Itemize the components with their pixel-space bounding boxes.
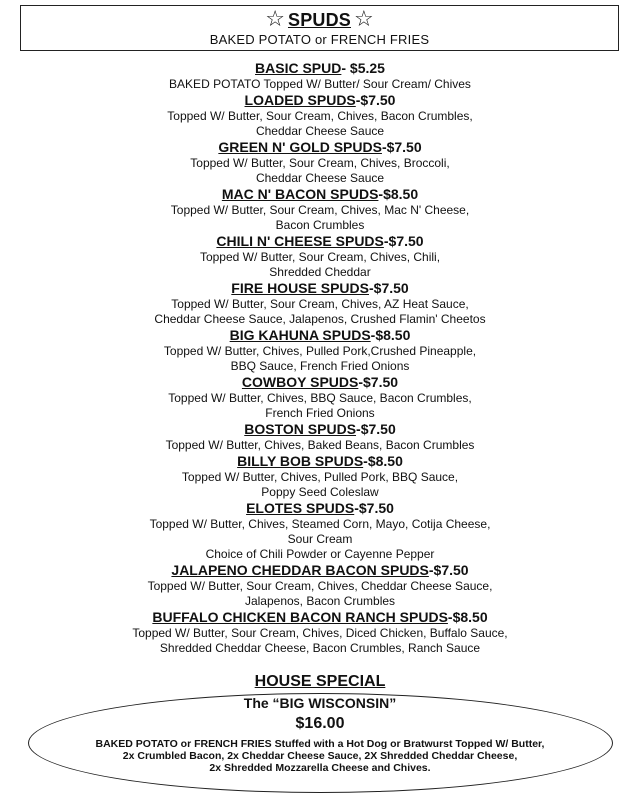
- house-special-description-line: 2x Crumbled Bacon, 2x Cheddar Cheese Sauce, 2X Shredded Cheddar Cheese,: [122, 750, 518, 762]
- menu-item-description: Topped W/ Butter, Chives, Baked Beans, Bacon Crumbles: [165, 438, 475, 452]
- menu-item-description: Topped W/ Butter, Sour Cream, Chives, Broccoli,: [190, 156, 450, 170]
- menu-item-price: -$7.50: [381, 139, 422, 155]
- menu-item-description: Topped W/ Butter, Sour Cream, Chives, AZ Heat Sauce,: [171, 297, 469, 311]
- menu-item-heading: [0, 562, 640, 579]
- menu-item-name: LOADED SPUDS: [244, 92, 356, 108]
- menu-item-name: BILLY BOB SPUDS: [237, 453, 364, 469]
- house-special-heading: HOUSE SPECIAL: [254, 673, 386, 690]
- menu-item-description: Cheddar Cheese Sauce: [255, 171, 385, 185]
- menu-item-description: Cheddar Cheese Sauce: [255, 124, 385, 138]
- menu-item-description: Topped W/ Butter, Chives, Pulled Pork, BBQ Sauce,: [181, 470, 459, 484]
- menu-item-price: - $5.25: [341, 60, 385, 76]
- menu-item: [0, 280, 640, 327]
- menu-item-heading: [0, 453, 640, 470]
- house-special-description-line: BAKED POTATO or FRENCH FRIES Stuffed with a Hot Dog or Bratwurst Topped W/ Butter,: [95, 738, 545, 750]
- menu-item-price: -$7.50: [428, 562, 469, 578]
- menu-items-list: [0, 60, 640, 656]
- menu-item: [0, 327, 640, 374]
- menu-item-heading: [0, 60, 640, 77]
- menu-item-description: BAKED POTATO Topped W/ Butter/ Sour Cream/ Chives: [169, 77, 471, 91]
- menu-header-box: [20, 5, 619, 51]
- menu-title: SPUDS: [287, 9, 351, 30]
- menu-item-description: Topped W/ Butter, Sour Cream, Chives, Mac N' Cheese,: [170, 203, 470, 217]
- menu-item-heading: [0, 139, 640, 156]
- menu-item-price: -$8.50: [378, 186, 419, 202]
- menu-item-price: -$7.50: [355, 92, 396, 108]
- menu-item: [0, 60, 640, 92]
- menu-item-description: French Fried Onions: [265, 406, 375, 420]
- house-special-description-line: 2x Shredded Mozzarella Cheese and Chives.: [209, 762, 431, 774]
- menu-item-price: -$8.50: [370, 327, 411, 343]
- menu-item: [0, 186, 640, 233]
- house-special-description: [50, 738, 590, 774]
- menu-item-description: Topped W/ Butter, Chives, Pulled Pork,Crushed Pineapple,: [163, 344, 477, 358]
- star-icon: ☆: [265, 7, 285, 32]
- house-special-price: $16.00: [295, 715, 345, 732]
- menu-item: [0, 609, 640, 656]
- menu-item-description: Topped W/ Butter, Sour Cream, Chives, Diced Chicken, Buffalo Sauce,: [132, 626, 508, 640]
- menu-item-price: -$7.50: [369, 280, 409, 296]
- menu-item-heading: [0, 421, 640, 438]
- menu-item: [0, 233, 640, 280]
- menu-item-description: Topped W/ Butter, Sour Cream, Chives, Chili,: [199, 250, 441, 264]
- menu-item-description: Jalapenos, Bacon Crumbles: [244, 594, 396, 608]
- menu-item: [0, 374, 640, 421]
- menu-item-heading: [0, 374, 640, 391]
- menu-item-heading: [0, 609, 640, 626]
- menu-item-price: -$8.50: [363, 453, 403, 469]
- menu-subtitle: BAKED POTATO or FRENCH FRIES: [209, 32, 430, 47]
- house-special-name: The “BIG WISCONSIN”: [243, 695, 397, 711]
- menu-item-heading: [0, 327, 640, 344]
- menu-item-price: -$7.50: [354, 500, 394, 516]
- menu-item: [0, 92, 640, 139]
- menu-item-description: Topped W/ Butter, Chives, Steamed Corn, Mayo, Cotija Cheese,: [149, 517, 491, 531]
- menu-item-name: COWBOY SPUDS: [241, 374, 359, 390]
- menu-item-name: FIRE HOUSE SPUDS: [231, 280, 369, 296]
- menu-item-name: BUFFALO CHICKEN BACON RANCH SPUDS: [152, 609, 448, 625]
- menu-item: [0, 139, 640, 186]
- menu-item-name: BASIC SPUD: [255, 60, 342, 76]
- menu-item-name: GREEN N' GOLD SPUDS: [218, 139, 382, 155]
- menu-item-name: JALAPENO CHEDDAR BACON SPUDS: [171, 562, 429, 578]
- menu-item-price: -$7.50: [356, 421, 396, 437]
- menu-item-description: Topped W/ Butter, Sour Cream, Chives, Cheddar Cheese Sauce,: [147, 579, 493, 593]
- menu-item-description: Cheddar Cheese Sauce, Jalapenos, Crushed Flamin' Cheetos: [154, 312, 486, 326]
- star-icon: ☆: [354, 7, 374, 32]
- menu-item-heading: [0, 186, 640, 203]
- menu-item-description: Shredded Cheddar Cheese, Bacon Crumbles, Ranch Sauce: [159, 641, 481, 655]
- menu-item: [0, 421, 640, 453]
- menu-item-description: BBQ Sauce, French Fried Onions: [230, 359, 410, 373]
- menu-item-name: MAC N' BACON SPUDS: [221, 186, 379, 202]
- menu-item: [0, 500, 640, 562]
- menu-item-description: Topped W/ Butter, Chives, BBQ Sauce, Bacon Crumbles,: [168, 391, 472, 405]
- menu-item-description: Poppy Seed Coleslaw: [261, 485, 379, 499]
- menu-item-description: Sour Cream: [287, 532, 353, 546]
- menu-item-description: Choice of Chili Powder or Cayenne Pepper: [205, 547, 435, 561]
- menu-item-price: -$7.50: [383, 233, 424, 249]
- menu-item-heading: [0, 233, 640, 250]
- menu-item-heading: [0, 280, 640, 297]
- menu-item-price: -$7.50: [358, 374, 399, 390]
- menu-item-description: Bacon Crumbles: [275, 218, 365, 232]
- menu-item-description: Shredded Cheddar: [269, 265, 371, 279]
- menu-item-name: BOSTON SPUDS: [244, 421, 357, 437]
- menu-item-name: CHILI N' CHEESE SPUDS: [216, 233, 384, 249]
- menu-item-name: BIG KAHUNA SPUDS: [229, 327, 371, 343]
- menu-item-heading: [0, 92, 640, 109]
- menu-item: [0, 562, 640, 609]
- menu-item: [0, 453, 640, 500]
- menu-item-heading: [0, 500, 640, 517]
- menu-item-price: -$8.50: [447, 609, 488, 625]
- menu-item-name: ELOTES SPUDS: [246, 500, 355, 516]
- header-title-row: [21, 9, 618, 31]
- menu-item-description: Topped W/ Butter, Sour Cream, Chives, Bacon Crumbles,: [167, 109, 473, 123]
